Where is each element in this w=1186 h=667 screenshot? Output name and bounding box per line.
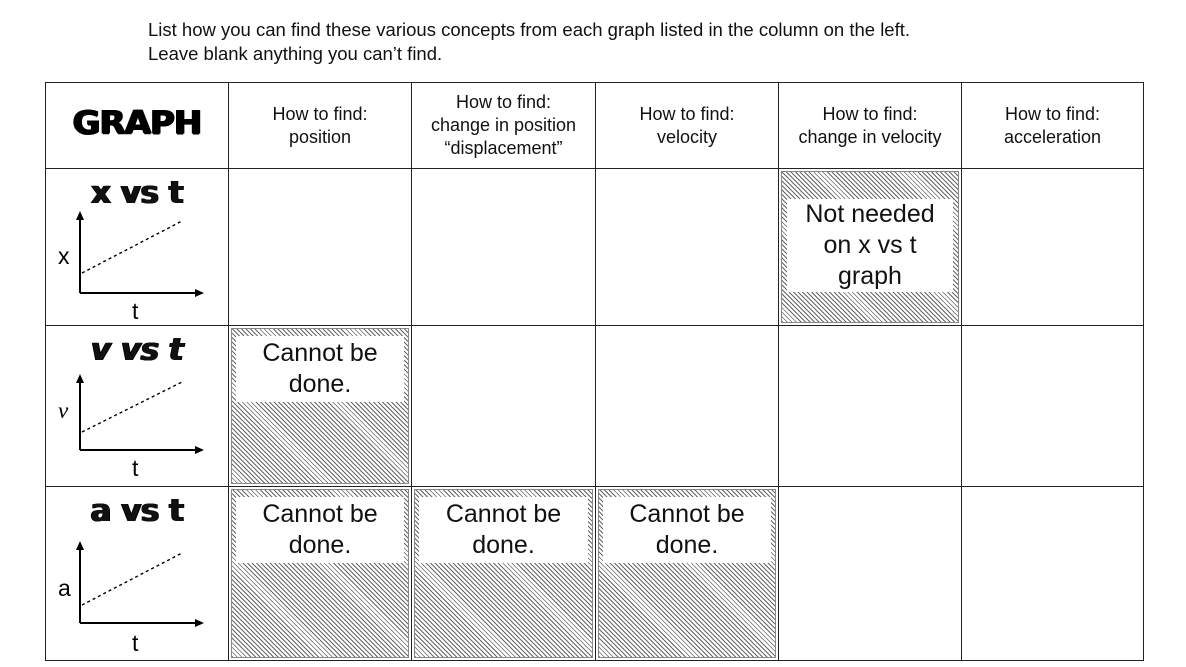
x-axis-label: t [132,298,139,324]
header-displacement-line-1: How to find: [455,92,552,112]
row-x-vs-t [46,169,1144,326]
note-line-1: Cannot be [629,500,745,528]
concepts-table [45,82,1144,661]
graph-v-vs-t [46,326,229,487]
graph-x-vs-t [46,169,229,326]
header-velocity [596,83,779,169]
header-change-in-velocity-line-1: How to find: [822,103,918,124]
y-axis-label: x [58,243,70,269]
graph-label-v-vs-t: v vs t [90,332,184,368]
cell-x-velocity[interactable] [596,169,779,326]
cell-x-change-in-velocity [779,169,962,326]
header-acceleration [962,83,1144,169]
graph-sketch-x-vs-t [46,169,229,326]
dashed-line [82,382,182,432]
row-a-vs-t [46,487,1144,661]
cell-x-displacement[interactable] [412,169,596,326]
cell-a-velocity [596,487,779,661]
header-acceleration-line-2: acceleration [1003,126,1102,147]
cell-v-displacement[interactable] [412,326,596,487]
y-axis-label: v [58,398,69,423]
header-change-in-velocity-line-2: change in velocity [798,126,942,147]
x-axis-arrow-icon [195,619,204,627]
instructions-line-2: Leave blank anything you can’t find. [148,43,443,64]
graph-sketch-a-vs-t [46,487,229,661]
cell-a-displacement [412,487,596,661]
graph-sketch-v-vs-t [46,326,229,487]
y-axis-arrow-icon [76,211,84,220]
cell-a-position [229,487,412,661]
y-axis-arrow-icon [76,374,84,383]
note-cannot-be-done [419,497,588,563]
cell-v-acceleration[interactable] [962,326,1144,487]
header-acceleration-line-1: How to find: [1004,103,1101,124]
header-position-line-1: How to find: [272,103,368,124]
row-v-vs-t [46,326,1144,487]
cell-a-change-in-velocity[interactable] [779,487,962,661]
note-cannot-be-done [236,336,404,402]
x-axis-arrow-icon [195,446,204,454]
header-displacement [412,83,596,169]
header-displacement-line-2: change in position [430,115,577,135]
cell-x-position[interactable] [229,169,412,326]
header-velocity-line-2: velocity [656,126,718,147]
instructions [148,18,910,66]
y-axis-label: a [58,575,71,601]
x-axis-arrow-icon [195,289,204,297]
header-row [46,83,1144,169]
cell-v-change-in-velocity[interactable] [779,326,962,487]
cell-x-acceleration[interactable] [962,169,1144,326]
note-line-2: done. [655,531,719,559]
graph-header-text: GRAPH [72,103,202,142]
note-line-3: graph [838,262,902,290]
graph-column-header [46,83,229,169]
instructions-line-1: List how you can find these various concepts from each graph listed in the column on the left. [148,19,911,40]
x-axis-label: t [132,630,139,656]
note-line-1: Cannot be [262,500,378,528]
header-position-line-2: position [288,126,352,147]
note-cannot-be-done [603,497,771,563]
note-not-needed [787,199,953,292]
note-line-1: Cannot be [445,500,562,528]
graph-label-x-vs-t: x vs t [90,175,184,211]
cell-a-acceleration[interactable] [962,487,1144,661]
header-displacement-line-3: “displacement” [444,138,563,158]
note-line-1: Cannot be [262,339,378,367]
cell-v-position [229,326,412,487]
note-line-1: Not needed [805,200,935,228]
header-position [229,83,412,169]
y-axis-arrow-icon [76,541,84,550]
note-line-2: on x vs t [823,231,917,259]
header-change-in-velocity [779,83,962,169]
dashed-line [82,221,182,273]
x-axis-label: t [132,455,139,481]
graph-a-vs-t [46,487,229,661]
note-line-2: done. [288,531,352,559]
note-cannot-be-done [236,497,404,563]
header-velocity-line-1: How to find: [639,103,735,124]
graph-label-a-vs-t: a vs t [90,493,184,529]
dashed-line [82,553,182,605]
note-line-2: done. [288,370,352,398]
cell-v-velocity[interactable] [596,326,779,487]
note-line-2: done. [472,531,535,559]
